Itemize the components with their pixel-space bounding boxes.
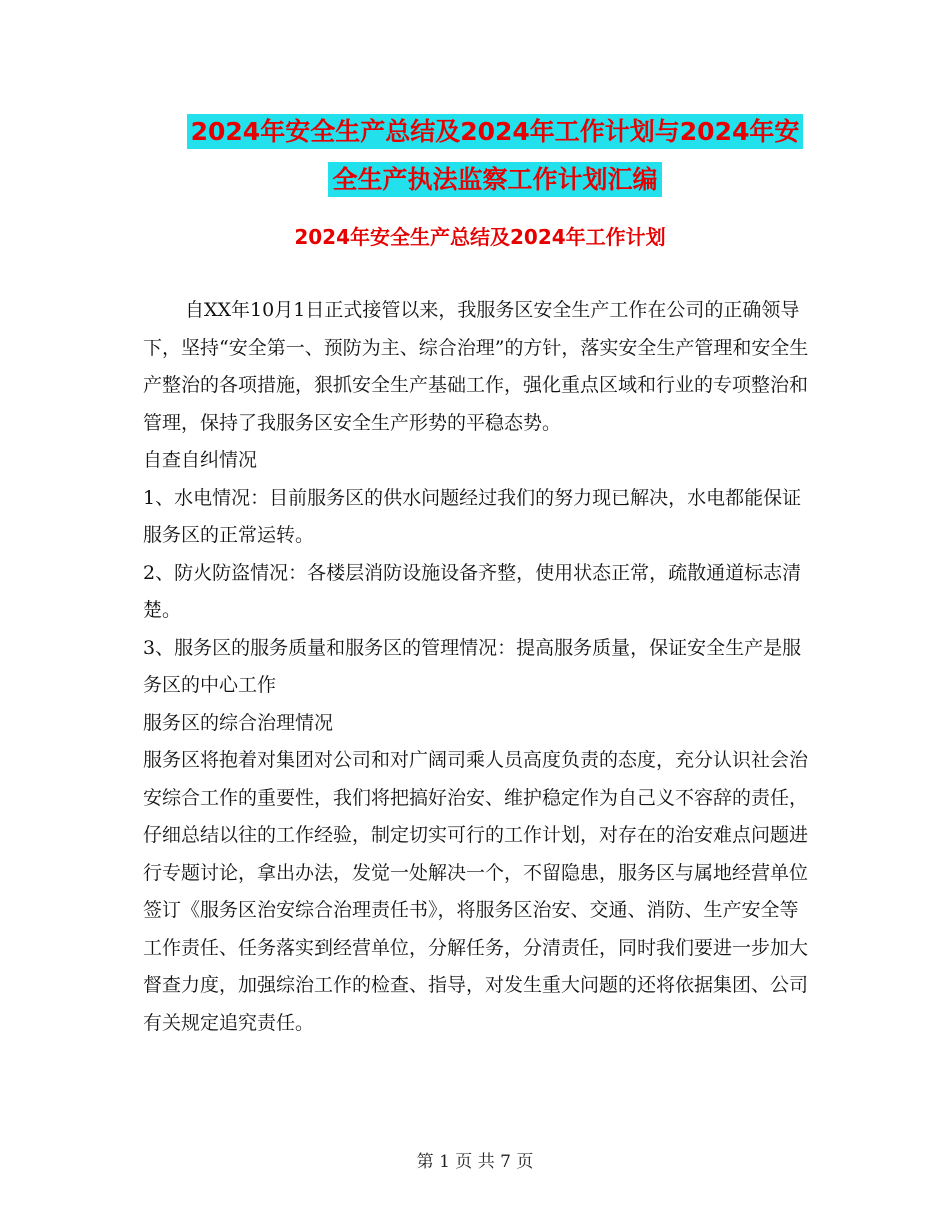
heading-governance: 服务区的综合治理情况 xyxy=(143,711,334,734)
item-water-electricity: 1、水电情况：目前服务区的供水问题经过我们的努力现已解决，水电都能保证服务区的正常运转。 xyxy=(143,486,802,546)
document-body xyxy=(143,292,811,1042)
item-fire-theft: 2、防火防盗情况：各楼层消防设施设备齐整，使用状态正常，疏散通道标志清楚。 xyxy=(143,561,802,621)
document-main-title xyxy=(185,108,805,204)
item-service-quality: 3、服务区的服务质量和服务区的管理情况：提高服务质量，保证安全生产是服务区的中心工作 xyxy=(143,636,802,696)
section-title: 2024年安全生产总结及2024年工作计划 xyxy=(294,225,666,249)
page-footer: 第 1 页 共 7 页 xyxy=(416,1152,534,1172)
intro-paragraph: 自XX年10月1日正式接管以来，我服务区安全生产工作在公司的正确领导下，坚持“安全第一、预防为主、综合治理”的方针，落实安全生产管理和安全生产整治的各项措施，狠抓安全生产基础工作，强化重点区域和行业的专项整治和管理，保持了我服务区安全生产形势的平稳态势。 xyxy=(143,299,809,434)
main-title-line2: 全生产执法监察工作计划汇编 xyxy=(328,162,661,197)
main-title-line1: 2024年安全生产总结及2024年工作计划与2024年安 xyxy=(187,114,804,149)
heading-self-check: 自查自纠情况 xyxy=(143,449,258,471)
governance-paragraph: 服务区将抱着对集团对公司和对广阔司乘人员高度负责的态度，充分认识社会治安综合工作的重要性，我们将把搞好治安、维护稳定作为自己义不容辞的责任，仔细总结以往的工作经验，制定切实可行的工作计划，对存在的治安难点问题进行专题讨论，拿出办法，发觉一处解决一个，不留隐患，服务区与属地经营单位签订《服务区治安综合治理责任书》，将服务区治安、交通、消防、生产安全等工作责任、任务落实到经营单位，分解任务，分清责任，同时我们要进一步加大督查力度，加强综治工作的检查、指导，对发生重大问题的还将依据集团、公司有关规定追究责任。 xyxy=(143,749,809,1034)
